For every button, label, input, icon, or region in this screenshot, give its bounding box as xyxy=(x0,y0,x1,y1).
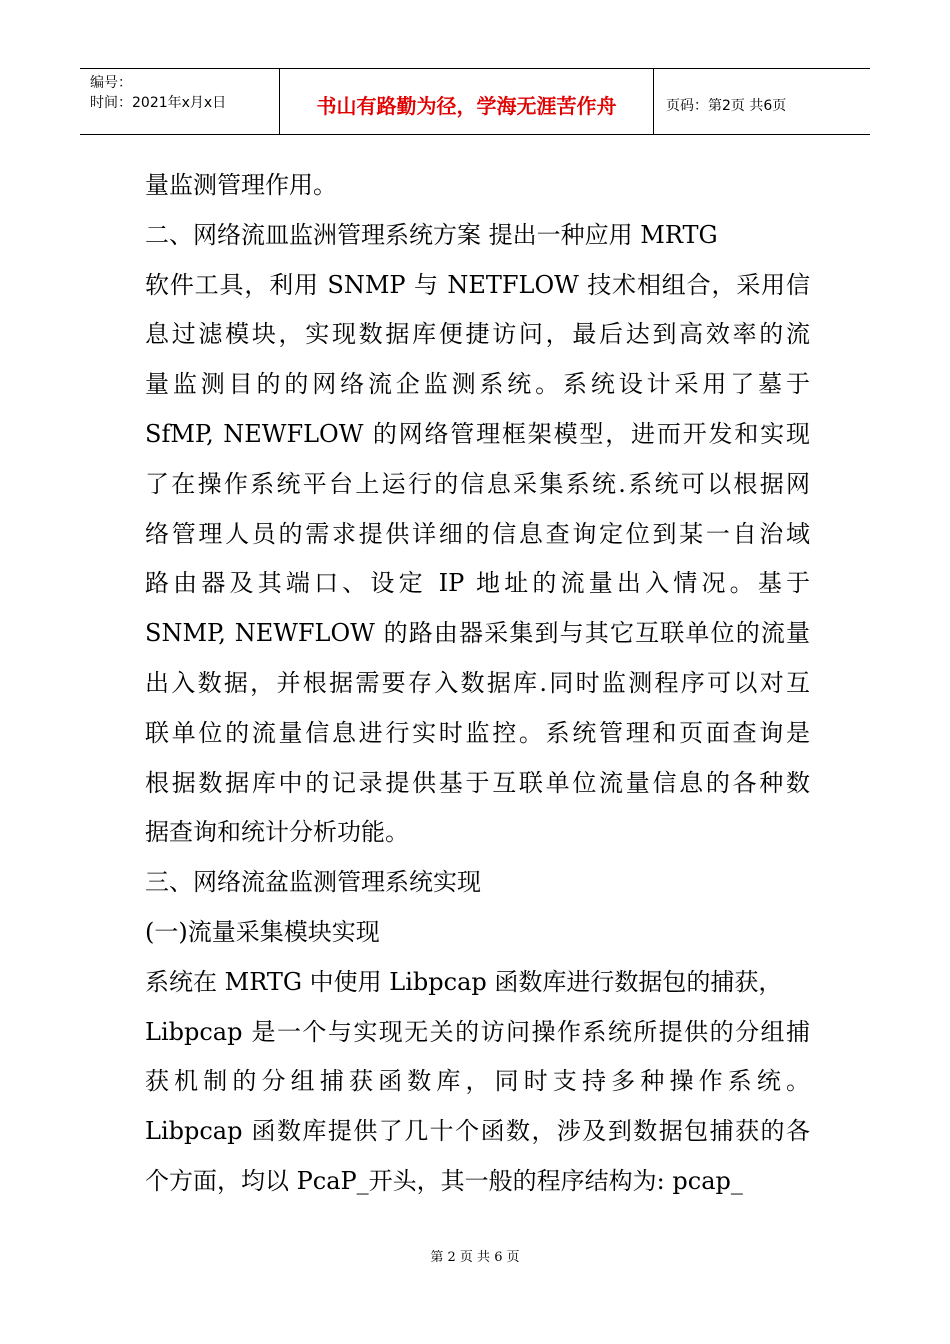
document-date-label: 时间：2021年x月x日 xyxy=(90,95,227,111)
body-line: 软件工具，利用 SNMP 与 NETFLOW 技术相组合，采用信 xyxy=(145,270,810,299)
subsection-heading-1: (一)流量采集模块实现 xyxy=(145,917,380,946)
body-line: 路由器及其端口、设定 IP 地址的流量出入情况。基于 xyxy=(145,569,810,598)
body-line: 系统在 MRTG 中使用 Libpcap 函数库进行数据包的捕获， xyxy=(145,967,783,996)
page-header xyxy=(80,68,870,135)
body-line: Libpcap 函数库提供了几十个函数，涉及到数据包捕获的各 xyxy=(145,1117,810,1146)
header-motto: 书山有路勤为径，学海无涯苦作舟 xyxy=(280,69,654,134)
body-line: 量监测目的的网络流企监测系统。系统设计采用了墓于 xyxy=(145,370,810,399)
body-line: Libpcap 是一个与实现无关的访问操作系统所提供的分组捕 xyxy=(145,1017,810,1046)
body-line: 了在操作系统平台上运行的信息采集系统.系统可以根据网 xyxy=(145,469,810,498)
body-line: SNMP, NEWFLOW 的路由器采集到与其它互联单位的流量 xyxy=(145,619,810,648)
header-meta-cell xyxy=(80,69,280,134)
body-line: 息过滤模块，实现数据库便捷访问，最后达到高效率的流 xyxy=(145,320,810,349)
body-line: 出入数据，并根据需要存入数据库.同时监测程序可以对互 xyxy=(145,668,810,697)
section-heading-2: 二、网络流皿监洲管理系统方案 提出一种应用 MRTG xyxy=(145,220,718,249)
body-line: 络管理人员的需求提供详细的信息查询定位到某一自治域 xyxy=(145,519,810,548)
body-line: 据查询和统计分析功能。 xyxy=(145,818,409,847)
body-line: SfMP, NEWFLOW 的网络管理框架模型，进而开发和实现 xyxy=(145,419,810,448)
body-line: 获机制的分组捕获函数库，同时支持多种操作系统。 xyxy=(145,1067,810,1096)
section-heading-3: 三、网络流盆监测管理系统实现 xyxy=(145,868,481,897)
body-line: 量监测管理作用。 xyxy=(145,171,337,199)
body-line: 联单位的流量信息进行实时监控。系统管理和页面查询是 xyxy=(145,718,810,747)
document-body xyxy=(145,161,810,1207)
body-line: 个方面，均以 PcaP_开头，其一般的程序结构为: pcap_ xyxy=(145,1166,743,1195)
document-number-label: 编号： xyxy=(90,75,132,91)
header-page-info: 页码：第2页 共6页 xyxy=(666,97,787,114)
page-footer: 第 2 页 共 6 页 xyxy=(430,1250,520,1265)
body-line: 根据数据库中的记录提供基于互联单位流量信息的各种数 xyxy=(145,768,810,797)
